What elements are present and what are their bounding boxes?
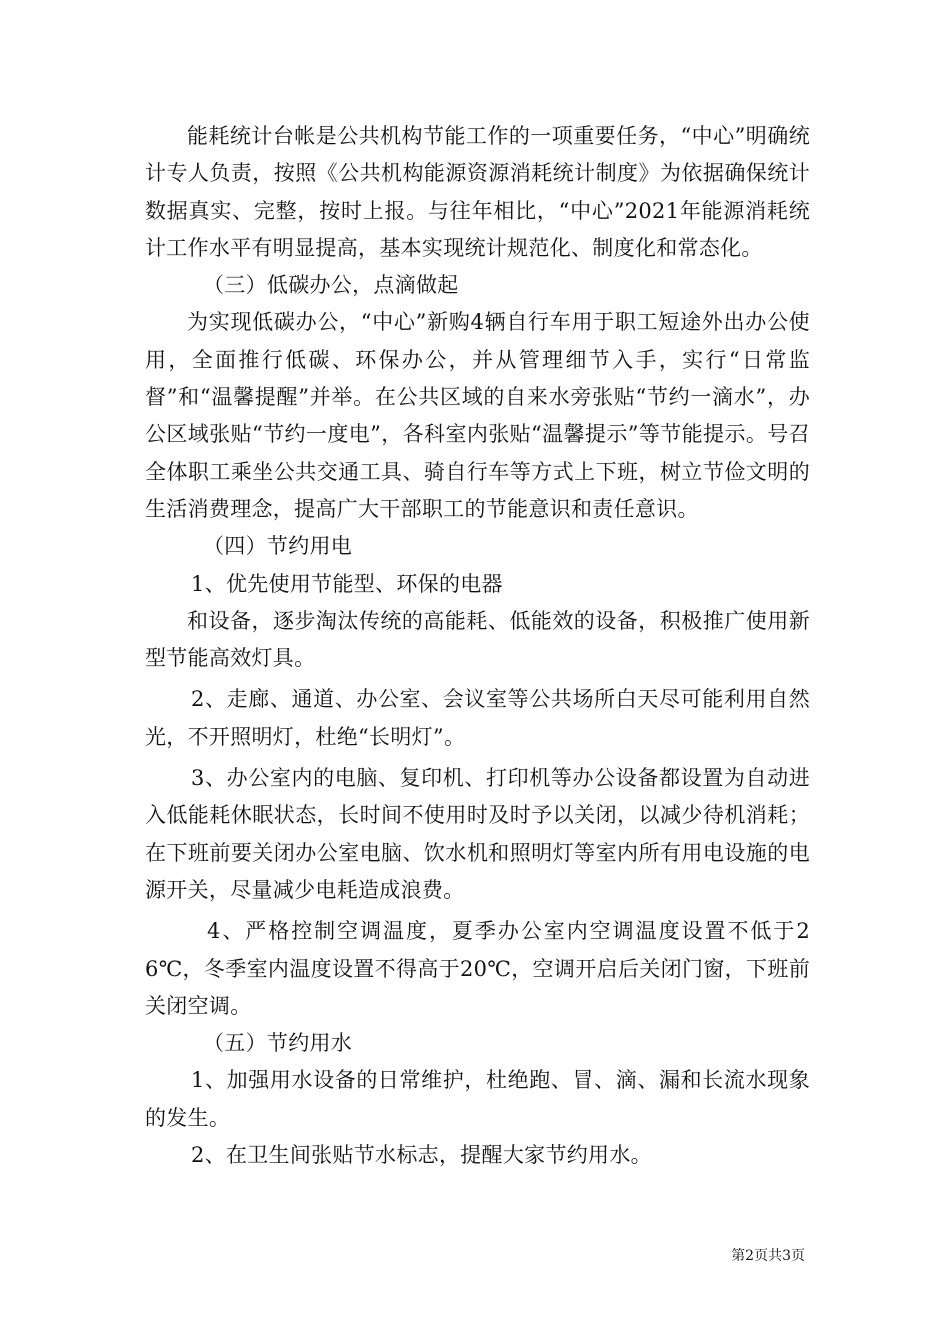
page-number-footer: 第2页共3页 <box>731 1248 805 1264</box>
heading-save-water: （五）节约用水 <box>203 1031 353 1056</box>
paragraph-water-item-1: 1、加强用水设备的日常维护，杜绝跑、冒、滴、漏和长流水现象的发生。 <box>145 1068 810 1130</box>
heading-save-electricity: （四）节约用电 <box>203 534 353 559</box>
paragraph-electricity-item-1-title: 1、优先使用节能型、环保的电器 <box>191 571 503 596</box>
paragraph-water-item-2: 2、在卫生间张贴节水标志，提醒大家节约用水。 <box>191 1143 652 1168</box>
paragraph-electricity-item-3: 3、办公室内的电脑、复印机、打印机等办公设备都设置为自动进入低能耗休眠状态，长时间不使用时及时予以关闭，以减少待机消耗；在下班前要关闭办公室电脑、饮水机和照明灯等室内所有用电设施的电源开关，尽量减少电耗造成浪费。 <box>145 766 810 902</box>
heading-low-carbon-office: （三）低碳办公，点滴做起 <box>203 273 459 298</box>
paragraph-electricity-item-2: 2、走廊、通道、办公室、会议室等公共场所白天尽可能利用自然光，不开照明灯，杜绝“长明灯”。 <box>145 687 810 749</box>
document-body <box>145 118 810 1174</box>
paragraph-low-carbon-office: 为实现低碳办公，“中心”新购4辆自行车用于职工短途外出办公使用，全面推行低碳、环保办公，并从管理细节入手，实行“日常监督”和“温馨提醒”并举。在公共区域的自来水旁张贴“节约一滴水”，办公区域张贴“节约一度电”，各科室内张贴“温馨提示”等节能提示。号召全体职工乘坐公共交通工具、骑自行车等方式上下班，树立节俭文明的生活消费理念，提高广大干部职工的节能意识和责任意识。 <box>145 310 810 521</box>
paragraph-energy-statistics: 能耗统计台帐是公共机构节能工作的一项重要任务，“中心”明确统计专人负责，按照《公共机构能源资源消耗统计制度》为依据确保统计数据真实、完整，按时上报。与往年相比，“中心”2021年能源消耗统计工作水平有明显提高，基本实现统计规范化、制度化和常态化。 <box>145 124 810 260</box>
paragraph-electricity-item-4: 4、严格控制空调温度，夏季办公室内空调温度设置不低于26℃，冬季室内温度设置不得高于20℃，空调开启后关闭门窗，下班前关闭空调。 <box>145 919 810 1018</box>
paragraph-electricity-item-1-body: 和设备，逐步淘汰传统的高能耗、低能效的设备，积极推广使用新型节能高效灯具。 <box>145 608 810 671</box>
